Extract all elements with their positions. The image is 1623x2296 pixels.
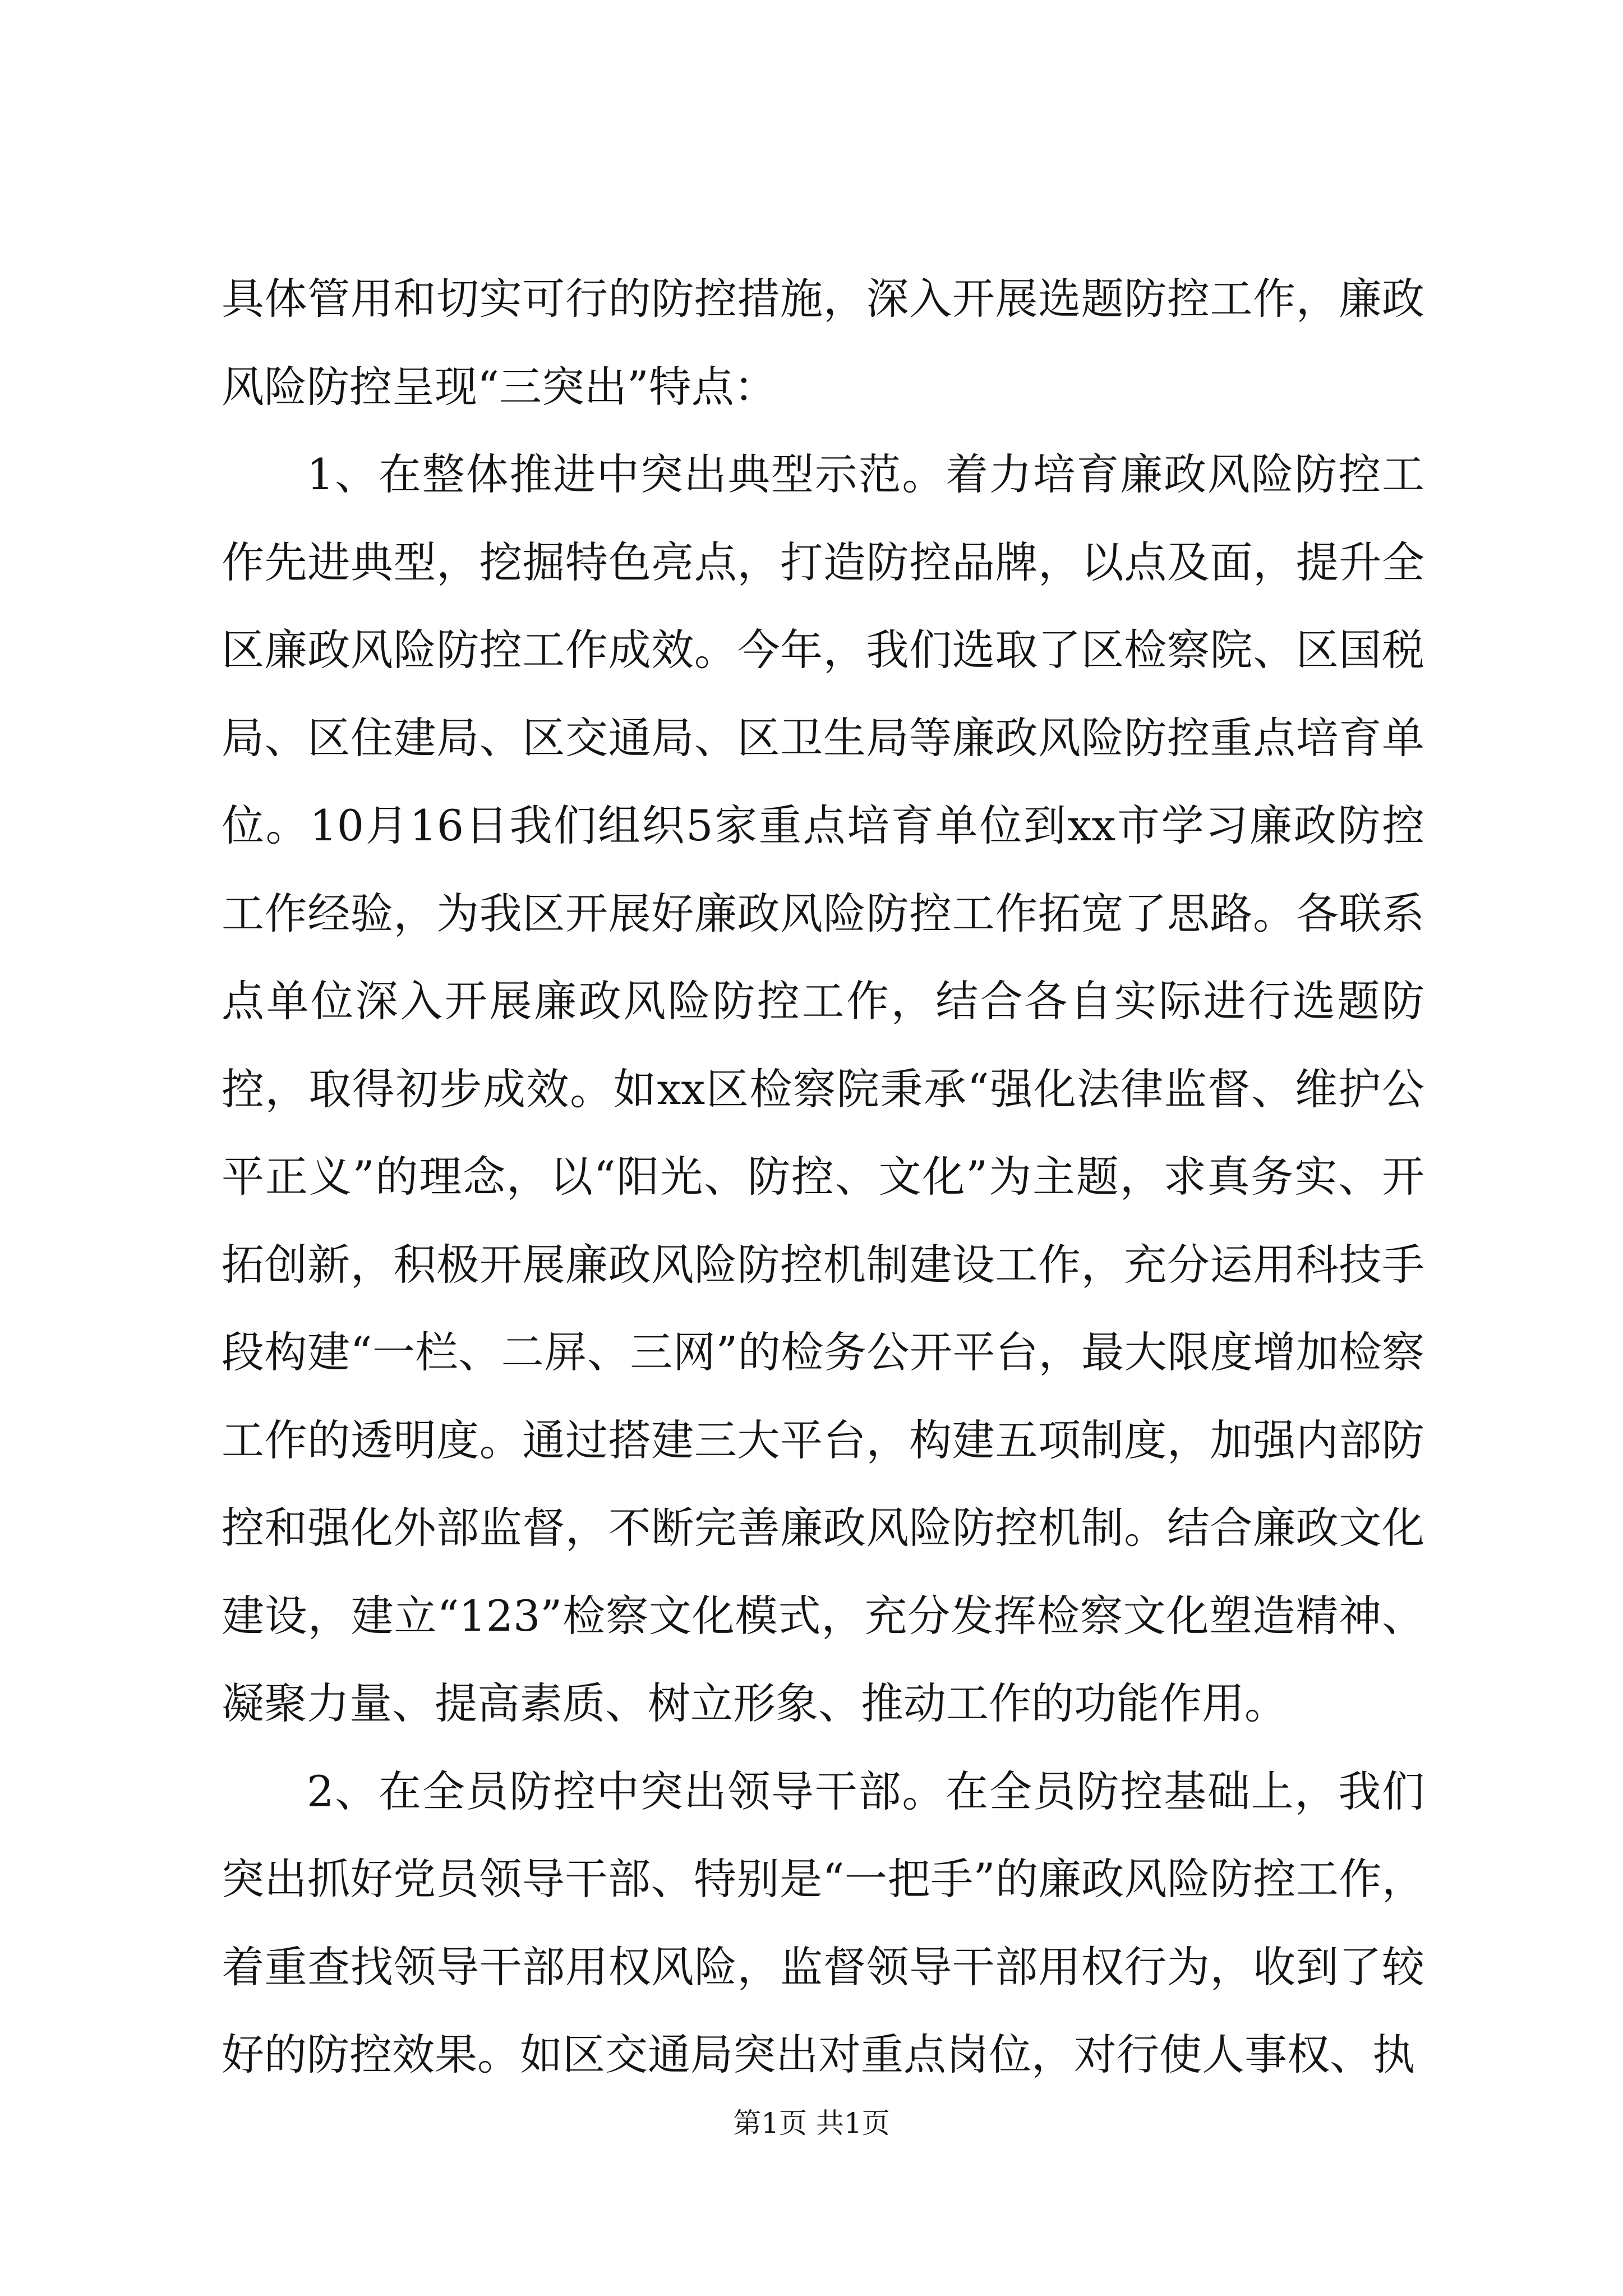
paragraph-1: 具体管用和切实可行的防控措施，深入开展选题防控工作，廉政风险防控呈现“三突出”特点：: [222, 274, 1424, 412]
document-body: [222, 255, 1424, 2099]
page-footer: [0, 2104, 1623, 2143]
page-number: 第1页 共1页: [733, 2107, 890, 2139]
paragraph-2: 1、在整体推进中突出典型示范。着力培育廉政风险防控工作先进典型，挖掘特色亮点，打造防控品牌，以点及面，提升全区廉政风险防控工作成效。今年，我们选取了区检察院、区国税局、区住建局、区交通局、区卫生局等廉政风险防控重点培育单位。10月16日我们组织5家重点培育单位到xx市学习廉政防控工作经验，为我区开展好廉政风险防控工作拓宽了思路。各联系点单位深入开展廉政风险防控工作，结合各自实际进行选题防控，取得初步成效。如xx区检察院秉承“强化法律监督、维护公平正义”的理念，以“阳光、防控、文化”为主题，求真务实、开拓创新，积极开展廉政风险防控机制建设工作，充分运用科技手段构建“一栏、二屏、三网”的检务公开平台，最大限度增加检察工作的透明度。通过搭建三大平台，构建五项制度，加强内部防控和强化外部监督，不断完善廉政风险防控机制。结合廉政文化建设，建立“123”检察文化模式，充分发挥检察文化塑造精神、凝聚力量、提高素质、树立形象、推动工作的功能作用。: [222, 449, 1424, 1728]
paragraph-3: 2、在全员防控中突出领导干部。在全员防控基础上，我们突出抓好党员领导干部、特别是“一把手”的廉政风险防控工作，着重查找领导干部用权风险，监督领导干部用权行为，收到了较好的防控效果。如区交通局突出对重点岗位，对行使人事权、执: [222, 1766, 1424, 2079]
